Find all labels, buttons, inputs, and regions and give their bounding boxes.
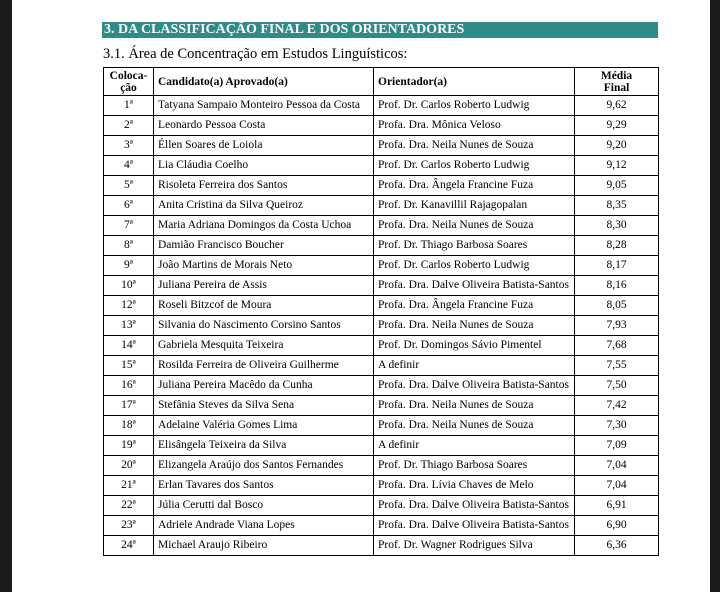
grade-cell: 7,09 bbox=[575, 436, 659, 456]
candidate-cell: Rosilda Ferreira de Oliveira Guilherme bbox=[154, 356, 374, 376]
rank-cell: 16ª bbox=[104, 376, 154, 396]
rank-cell: 4ª bbox=[104, 156, 154, 176]
header-grade bbox=[575, 68, 659, 96]
rank-cell: 14ª bbox=[104, 336, 154, 356]
rank-cell: 2ª bbox=[104, 116, 154, 136]
table-row bbox=[104, 276, 659, 296]
advisor-cell: A definir bbox=[374, 356, 575, 376]
grade-cell: 9,29 bbox=[575, 116, 659, 136]
rank-cell: 10ª bbox=[104, 276, 154, 296]
results-table bbox=[103, 67, 659, 556]
table-row bbox=[104, 116, 659, 136]
candidate-cell: Roseli Bitzcof de Moura bbox=[154, 296, 374, 316]
advisor-cell: Profa. Dra. Dalve Oliveira Batista-Santos bbox=[374, 496, 575, 516]
advisor-cell: Profa. Dra. Neila Nunes de Souza bbox=[374, 396, 575, 416]
table-row bbox=[104, 416, 659, 436]
table-row bbox=[104, 136, 659, 156]
rank-cell: 15ª bbox=[104, 356, 154, 376]
grade-cell: 7,93 bbox=[575, 316, 659, 336]
grade-cell: 7,04 bbox=[575, 476, 659, 496]
header-advisor: Orientador(a) bbox=[374, 68, 575, 96]
grade-cell: 8,30 bbox=[575, 216, 659, 236]
grade-cell: 7,55 bbox=[575, 356, 659, 376]
candidate-cell: Stefânia Steves da Silva Sena bbox=[154, 396, 374, 416]
rank-cell: 13ª bbox=[104, 316, 154, 336]
grade-cell: 9,05 bbox=[575, 176, 659, 196]
table-row bbox=[104, 396, 659, 416]
candidate-cell: Gabriela Mesquita Teixeira bbox=[154, 336, 374, 356]
advisor-cell: Prof. Dr. Thiago Barbosa Soares bbox=[374, 456, 575, 476]
table-row bbox=[104, 456, 659, 476]
advisor-cell: Profa. Dra. Dalve Oliveira Batista-Santos bbox=[374, 516, 575, 536]
table-row bbox=[104, 296, 659, 316]
table-row bbox=[104, 236, 659, 256]
grade-cell: 6,36 bbox=[575, 536, 659, 556]
grade-cell: 6,91 bbox=[575, 496, 659, 516]
advisor-cell: Profa. Dra. Lívia Chaves de Melo bbox=[374, 476, 575, 496]
header-candidate: Candidato(a) Aprovado(a) bbox=[154, 68, 374, 96]
grade-cell: 9,62 bbox=[575, 96, 659, 116]
candidate-cell: Elizangela Araújo dos Santos Fernandes bbox=[154, 456, 374, 476]
candidate-cell: Éllen Soares de Loiola bbox=[154, 136, 374, 156]
candidate-cell: Adriele Andrade Viana Lopes bbox=[154, 516, 374, 536]
advisor-cell: Profa. Dra. Neila Nunes de Souza bbox=[374, 416, 575, 436]
table-row bbox=[104, 356, 659, 376]
advisor-cell: Prof. Dr. Wagner Rodrigues Silva bbox=[374, 536, 575, 556]
rank-cell: 8ª bbox=[104, 236, 154, 256]
rank-cell: 21ª bbox=[104, 476, 154, 496]
subsection-title: 3.1. Área de Concentração em Estudos Linguísticos: bbox=[103, 46, 408, 62]
advisor-cell: Prof. Dr. Carlos Roberto Ludwig bbox=[374, 256, 575, 276]
table-header-row bbox=[104, 68, 659, 96]
candidate-cell: Risoleta Ferreira dos Santos bbox=[154, 176, 374, 196]
advisor-cell: A definir bbox=[374, 436, 575, 456]
rank-cell: 17ª bbox=[104, 396, 154, 416]
advisor-cell: Profa. Dra. Neila Nunes de Souza bbox=[374, 216, 575, 236]
rank-cell: 19ª bbox=[104, 436, 154, 456]
table-row bbox=[104, 216, 659, 236]
candidate-cell: Elisângela Teixeira da Silva bbox=[154, 436, 374, 456]
rank-cell: 6ª bbox=[104, 196, 154, 216]
table-row bbox=[104, 496, 659, 516]
rank-cell: 1ª bbox=[104, 96, 154, 116]
grade-cell: 7,04 bbox=[575, 456, 659, 476]
section-title: 3. DA CLASSIFICAÇÃO FINAL E DOS ORIENTADORES bbox=[102, 22, 658, 38]
grade-cell: 9,12 bbox=[575, 156, 659, 176]
rank-cell: 12ª bbox=[104, 296, 154, 316]
candidate-cell: Tatyana Sampaio Monteiro Pessoa da Costa bbox=[154, 96, 374, 116]
grade-cell: 7,30 bbox=[575, 416, 659, 436]
advisor-cell: Prof. Dr. Carlos Roberto Ludwig bbox=[374, 96, 575, 116]
rank-cell: 23ª bbox=[104, 516, 154, 536]
grade-cell: 7,42 bbox=[575, 396, 659, 416]
table-row bbox=[104, 336, 659, 356]
window-edge-left bbox=[0, 0, 12, 592]
rank-cell: 18ª bbox=[104, 416, 154, 436]
advisor-cell: Prof. Dr. Carlos Roberto Ludwig bbox=[374, 156, 575, 176]
grade-cell: 7,68 bbox=[575, 336, 659, 356]
table-row bbox=[104, 516, 659, 536]
advisor-cell: Profa. Dra. Dalve Oliveira Batista-Santos bbox=[374, 276, 575, 296]
candidate-cell: Adelaine Valéria Gomes Lima bbox=[154, 416, 374, 436]
table-row bbox=[104, 476, 659, 496]
header-grade-line1: Média bbox=[600, 69, 633, 82]
table-row bbox=[104, 256, 659, 276]
advisor-cell: Profa. Dra. Dalve Oliveira Batista-Santos bbox=[374, 376, 575, 396]
table-row bbox=[104, 436, 659, 456]
advisor-cell: Profa. Dra. Ângela Francine Fuza bbox=[374, 296, 575, 316]
table-row bbox=[104, 156, 659, 176]
rank-cell: 3ª bbox=[104, 136, 154, 156]
rank-cell: 20ª bbox=[104, 456, 154, 476]
advisor-cell: Prof. Dr. Thiago Barbosa Soares bbox=[374, 236, 575, 256]
table-row bbox=[104, 536, 659, 556]
advisor-cell: Profa. Dra. Ângela Francine Fuza bbox=[374, 176, 575, 196]
candidate-cell: Michael Araujo Ribeiro bbox=[154, 536, 374, 556]
rank-cell: 7ª bbox=[104, 216, 154, 236]
candidate-cell: Leonardo Pessoa Costa bbox=[154, 116, 374, 136]
candidate-cell: Anita Cristina da Silva Queiroz bbox=[154, 196, 374, 216]
advisor-cell: Profa. Dra. Neila Nunes de Souza bbox=[374, 316, 575, 336]
grade-cell: 8,16 bbox=[575, 276, 659, 296]
candidate-cell: Silvania do Nascimento Corsino Santos bbox=[154, 316, 374, 336]
table-row bbox=[104, 176, 659, 196]
candidate-cell: Juliana Pereira Macêdo da Cunha bbox=[154, 376, 374, 396]
candidate-cell: Erlan Tavares dos Santos bbox=[154, 476, 374, 496]
rank-cell: 24ª bbox=[104, 536, 154, 556]
header-rank bbox=[104, 68, 154, 96]
candidate-cell: Maria Adriana Domingos da Costa Uchoa bbox=[154, 216, 374, 236]
rank-cell: 9ª bbox=[104, 256, 154, 276]
grade-cell: 8,17 bbox=[575, 256, 659, 276]
window-edge-right bbox=[710, 0, 720, 592]
candidate-cell: João Martins de Morais Neto bbox=[154, 256, 374, 276]
grade-cell: 8,28 bbox=[575, 236, 659, 256]
advisor-cell: Profa. Dra. Mônica Veloso bbox=[374, 116, 575, 136]
advisor-cell: Prof. Dr. Domingos Sávio Pimentel bbox=[374, 336, 575, 356]
grade-cell: 9,20 bbox=[575, 136, 659, 156]
rank-cell: 22ª bbox=[104, 496, 154, 516]
rank-cell: 5ª bbox=[104, 176, 154, 196]
grade-cell: 8,35 bbox=[575, 196, 659, 216]
table-row bbox=[104, 376, 659, 396]
table-row bbox=[104, 96, 659, 116]
candidate-cell: Juliana Pereira de Assis bbox=[154, 276, 374, 296]
candidate-cell: Damião Francisco Boucher bbox=[154, 236, 374, 256]
grade-cell: 7,50 bbox=[575, 376, 659, 396]
candidate-cell: Júlia Cerutti dal Bosco bbox=[154, 496, 374, 516]
header-rank-line2: ção bbox=[120, 81, 137, 94]
grade-cell: 6,90 bbox=[575, 516, 659, 536]
advisor-cell: Prof. Dr. Kanavillil Rajagopalan bbox=[374, 196, 575, 216]
advisor-cell: Profa. Dra. Neila Nunes de Souza bbox=[374, 136, 575, 156]
header-grade-line2: Final bbox=[603, 81, 630, 94]
grade-cell: 8,05 bbox=[575, 296, 659, 316]
candidate-cell: Lia Cláudia Coelho bbox=[154, 156, 374, 176]
table-row bbox=[104, 196, 659, 216]
table-row bbox=[104, 316, 659, 336]
header-rank-line1: Coloca- bbox=[109, 69, 148, 82]
